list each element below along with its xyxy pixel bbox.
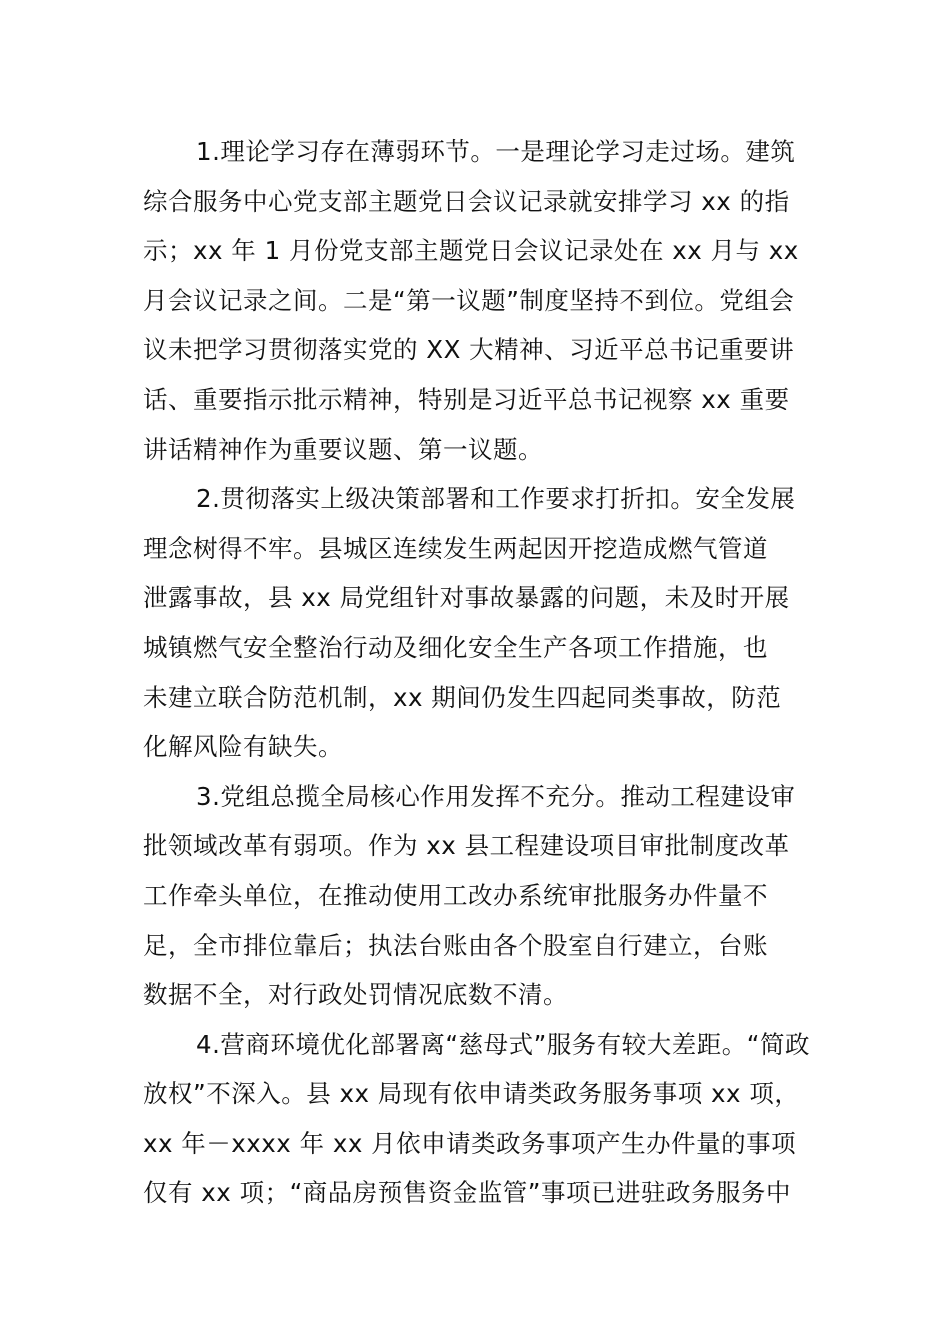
paragraph-line: 综合服务中心党支部主题党日会议记录就安排学习 xx 的指	[143, 186, 790, 216]
paragraph-first-line: 2.贯彻落实上级决策部署和工作要求打折扣。安全发展	[196, 484, 796, 514]
paragraph-line: 话、重要指示批示精神，特别是习近平总书记视察 xx 重要	[143, 384, 790, 414]
paragraph-line: 示；xx 年 1 月份党支部主题党日会议记录处在 xx 月与 xx	[143, 236, 799, 266]
paragraph-line: 讲话精神作为重要议题、第一议题。	[143, 434, 543, 464]
paragraph-line: 月会议记录之间。二是“第一议题”制度坚持不到位。党组会	[143, 285, 795, 315]
paragraph-line: 化解风险有缺失。	[143, 732, 343, 762]
paragraph-line: 数据不全，对行政处罚情况底数不清。	[143, 980, 568, 1010]
paragraph-line: xx 年－xxxx 年 xx 月依申请类政务事项产生办件量的事项	[143, 1128, 797, 1158]
paragraph-line: 未建立联合防范机制，xx 期间仍发生四起同类事故，防范	[143, 682, 782, 712]
paragraph-line: 仅有 xx 项；“商品房预售资金监管”事项已进驻政务服务中	[143, 1178, 791, 1208]
paragraph-line: 泄露事故，县 xx 局党组针对事故暴露的问题，未及时开展	[143, 583, 790, 613]
paragraph-line: 批领域改革有弱项。作为 xx 县工程建设项目审批制度改革	[143, 831, 790, 861]
paragraph-line: 城镇燃气安全整治行动及细化安全生产各项工作措施，也	[143, 632, 768, 662]
paragraph-line: 工作牵头单位，在推动使用工改办系统审批服务办件量不	[143, 880, 768, 910]
paragraph-first-line: 3.党组总揽全局核心作用发挥不充分。推动工程建设审	[196, 781, 796, 811]
paragraph-line: 放权”不深入。县 xx 局现有依申请类政务服务事项 xx 项，	[143, 1079, 800, 1109]
document-body	[143, 127, 813, 1218]
paragraph-line: 议未把学习贯彻落实党的 XX 大精神、习近平总书记重要讲	[143, 335, 795, 365]
paragraph-first-line: 4.营商环境优化部署离“慈母式”服务有较大差距。“简政	[196, 1029, 810, 1059]
paragraph-first-line: 1.理论学习存在薄弱环节。一是理论学习走过场。建筑	[196, 137, 796, 166]
paragraph-line: 理念树得不牢。县城区连续发生两起因开挖造成燃气管道	[143, 533, 768, 563]
paragraph-line: 足，全市排位靠后；执法台账由各个股室自行建立，台账	[143, 930, 768, 960]
